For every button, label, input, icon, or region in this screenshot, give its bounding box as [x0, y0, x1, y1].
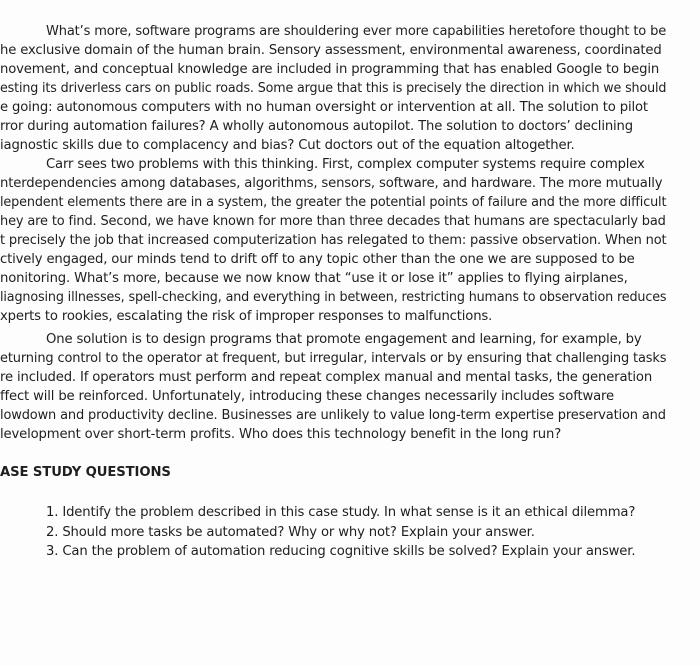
text-line: One solution is to design programs that promote engagement and learning, for example, by	[46, 332, 642, 347]
text-line: lowdown and productivity decline. Businesses are unlikely to value long-term expertise preservation and	[0, 408, 666, 423]
text-line: t precisely the job that increased computerization has relegated to them: passive observation. When not	[0, 233, 667, 248]
question-item: 2. Should more tasks be automated? Why or why not? Explain your answer.	[46, 524, 535, 540]
text-line: he exclusive domain of the human brain. Sensory assessment, environmental awareness, coordinated	[0, 43, 662, 58]
section-heading: ASE STUDY QUESTIONS	[0, 465, 171, 480]
question-item: 3. Can the problem of automation reducing cognitive skills be solved? Explain your answer.	[46, 544, 636, 560]
text-line: rror during automation failures? A wholly autonomous autopilot. The solution to doctors’ declining	[0, 119, 633, 134]
text-line: nterdependencies among databases, algorithms, sensors, software, and hardware. The more mutually	[0, 176, 663, 191]
question-item: 1. Identify the problem described in this case study. In what sense is it an ethical dilemma?	[46, 505, 636, 520]
text-line: liagnosing illnesses, spell-checking, and everything in between, restricting humans to observation reduces	[0, 290, 667, 305]
text-line: What’s more, software programs are shouldering ever more capabilities heretofore thought to be	[46, 24, 667, 39]
text-line: levelopment over short-term profits. Who does this technology benefit in the long run?	[0, 427, 562, 442]
text-line: ffect will be reinforced. Unfortunately, introducing these changes necessarily includes software	[0, 389, 614, 404]
text-line: iagnostic skills due to complacency and bias? Cut doctors out of the equation altogether.	[0, 138, 575, 153]
text-line: novement, and conceptual knowledge are included in programming that has enabled Google to begin	[0, 62, 660, 77]
text-line: Carr sees two problems with this thinking. First, complex computer systems require complex	[46, 157, 645, 172]
text-line: esting its driverless cars on public roads. Some argue that this is precisely the direction in which we should	[0, 81, 667, 96]
text-line: lependent elements there are in a system, the greater the potential points of failure and the more difficult	[0, 195, 667, 210]
text-line: ctively engaged, our minds tend to drift off to any topic other than the one we are supposed to be	[0, 252, 635, 267]
question-list	[46, 503, 635, 562]
text-line: nonitoring. What’s more, because we now know that “use it or lose it” applies to flying airplanes,	[0, 271, 628, 286]
text-line: e going: autonomous computers with no human oversight or intervention at all. The solution to pilot	[0, 100, 648, 115]
text-line: hey are to find. Second, we have known for more than three decades that humans are spectacularly bad	[0, 214, 666, 229]
text-line: eturning control to the operator at frequent, but irregular, intervals or by ensuring that challenging tasks	[0, 351, 667, 366]
text-line: re included. If operators must perform and repeat complex manual and mental tasks, the generation	[0, 370, 653, 385]
text-line: xperts to rookies, escalating the risk of improper responses to malfunctions.	[0, 309, 493, 324]
